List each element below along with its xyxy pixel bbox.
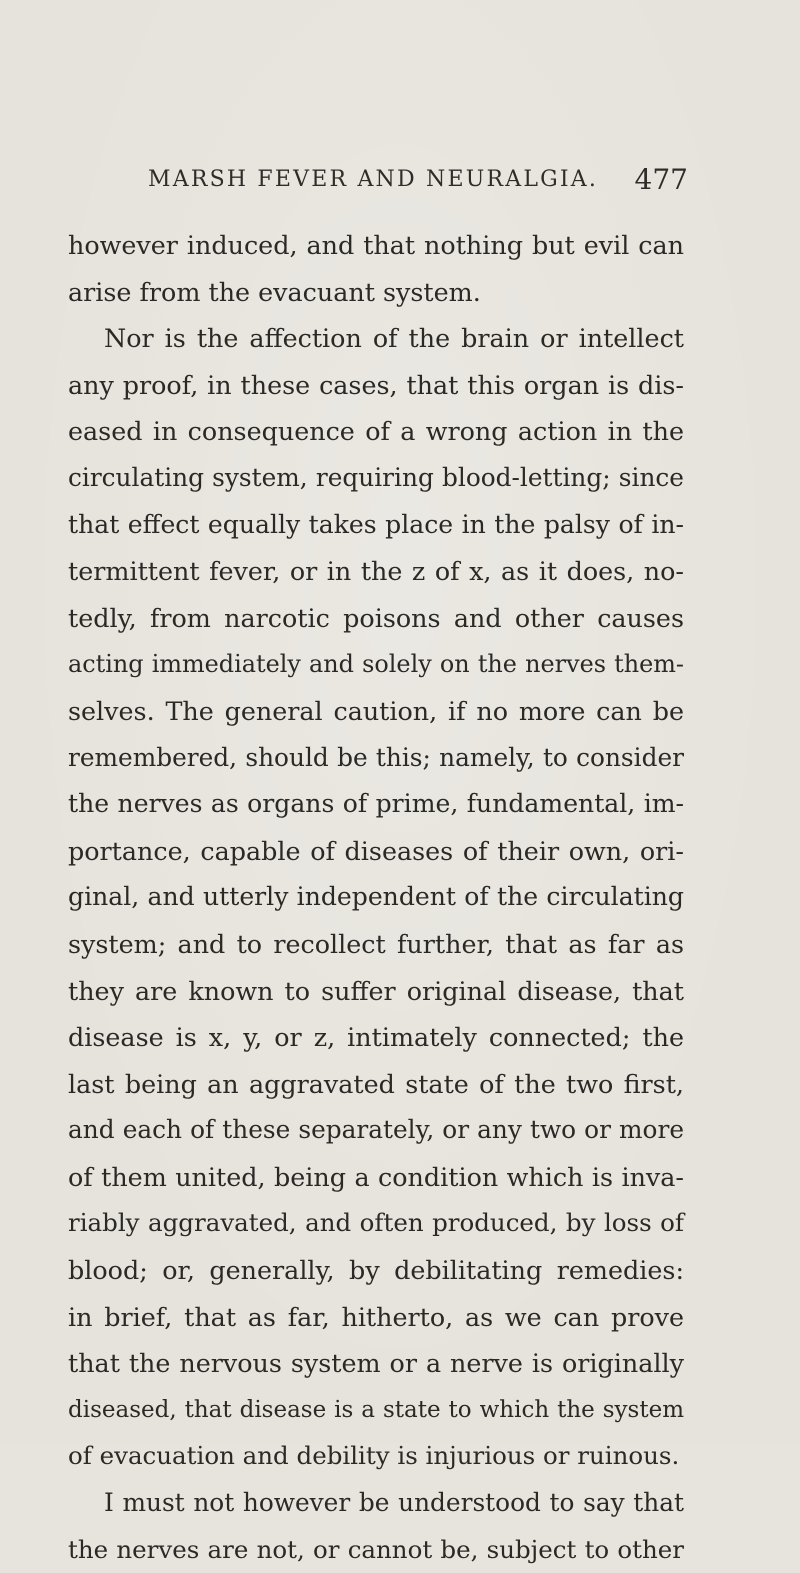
text-line: tedly, from narcotic poisons and other causes (68, 602, 684, 633)
text-line: that the nervous system or a nerve is originally (68, 1348, 684, 1379)
text-line: arise from the evacuant system. (68, 276, 481, 307)
text-line: system; and to recollect further, that as far as (68, 928, 684, 959)
text-line: however induced, and that nothing but evil can (68, 230, 684, 260)
text-line: portance, capable of diseases of their own, ori- (68, 835, 684, 866)
text-line: Nor is the affection of the brain or intellect (104, 323, 684, 354)
text-line: of evacuation and debility is injurious or ruinous. (68, 1441, 680, 1471)
text-line: ginal, and utterly independent of the circulating (68, 882, 684, 912)
text-line: remembered, should be this; namely, to consider (68, 742, 684, 772)
text-line: the nerves are not, or cannot be, subject to other (68, 1534, 684, 1564)
text-line: disease is x, y, or z, intimately connected; the (68, 1022, 684, 1053)
text-line: last being an aggravated state of the two first, (68, 1068, 684, 1099)
text-line: in brief, that as far, hitherto, as we can prove (68, 1301, 684, 1332)
text-line: termittent fever, or in the z of x, as it does, no- (68, 556, 684, 587)
page-number: 477 (634, 163, 688, 196)
text-line: and each of these separately, or any two or more (68, 1115, 684, 1145)
body-text (68, 222, 684, 1573)
text-line: I must not however be understood to say that (104, 1488, 684, 1518)
text-line: blood; or, generally, by debilitating remedies: (68, 1255, 684, 1286)
text-line: that effect equally takes place in the palsy of in- (68, 509, 684, 539)
text-line: the nerves as organs of prime, fundamental, im- (68, 789, 684, 819)
running-title: MARSH FEVER AND NEURALGIA. (148, 167, 599, 192)
text-line: any proof, in these cases, that this organ is dis- (68, 369, 684, 400)
running-head (148, 163, 688, 203)
text-line: they are known to suffer original disease, that (68, 975, 684, 1006)
text-line: acting immediately and solely on the nerves them- (68, 650, 684, 679)
text-line: selves. The general caution, if no more can be (68, 695, 684, 726)
text-line: of them united, being a condition which is inva- (68, 1161, 684, 1192)
text-line: diseased, that disease is a state to which the system (68, 1396, 684, 1423)
text-line: circulating system, requiring blood-letting; since (68, 462, 684, 492)
text-line: riably aggravated, and often produced, by loss of (68, 1208, 684, 1238)
text-line: eased in consequence of a wrong action in the (68, 416, 684, 447)
